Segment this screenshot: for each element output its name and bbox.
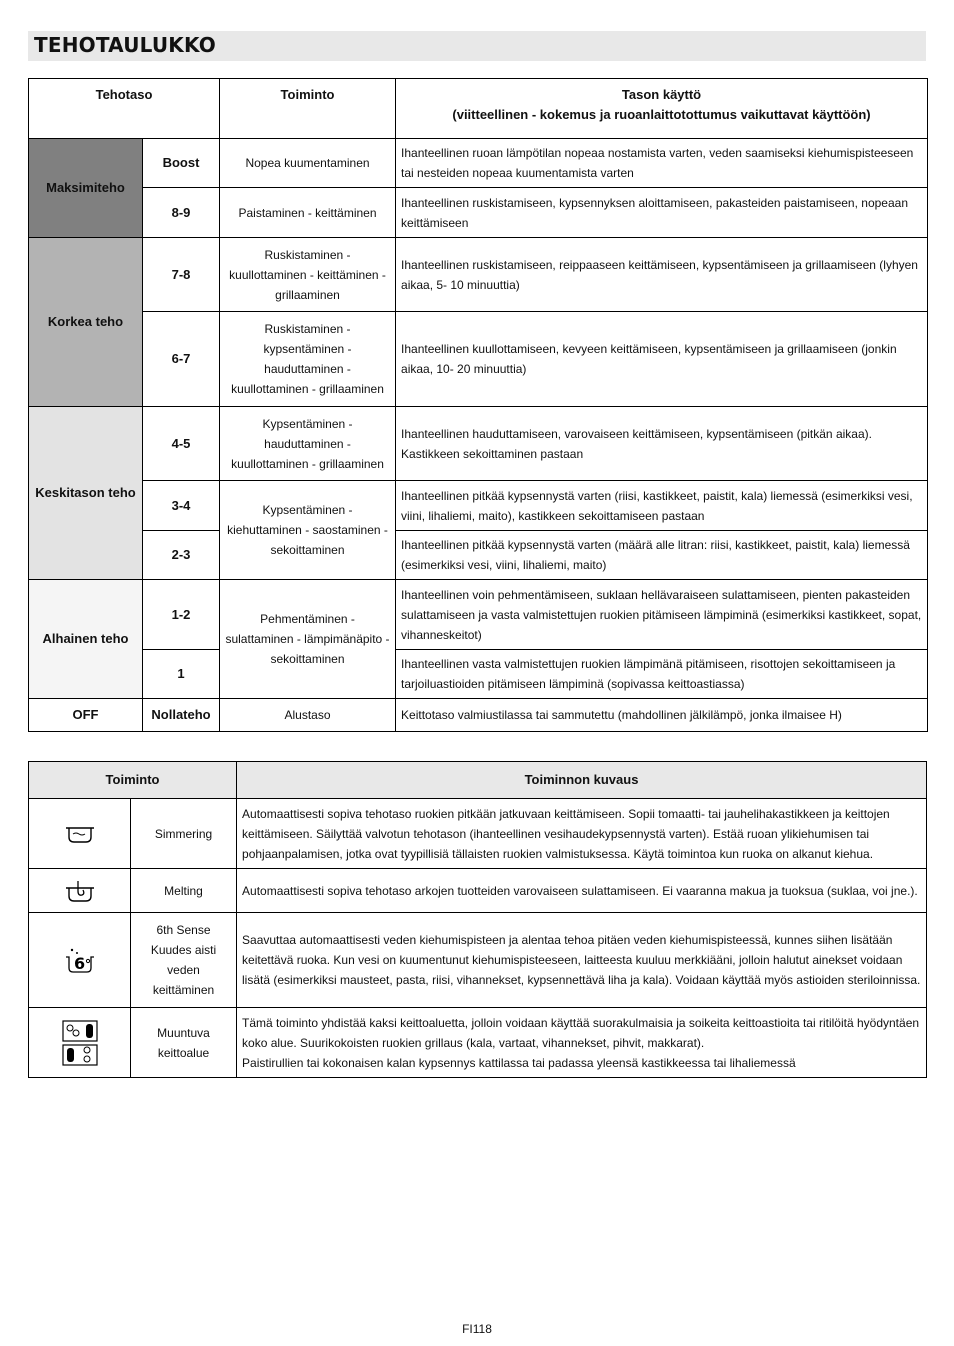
function-cell: Pehmentäminen - sulattaminen - lämpimänäpito - sekoittaminen	[220, 580, 396, 699]
table-row	[29, 580, 928, 650]
setting-cell: 1	[143, 650, 220, 699]
setting-cell: Boost	[143, 139, 220, 188]
icon-cell	[29, 869, 131, 913]
level-group-medium: Keskitason teho	[29, 407, 143, 580]
setting-cell: 3-4	[143, 481, 220, 531]
usage-cell: Ihanteellinen pitkää kypsennystä varten (riisi, kastikkeet, paistit, kala) liemessä (esimerkiksi vesi, viini, lihaliemi, maito), kastikkeen sekoittamiseen pastaan	[396, 481, 928, 531]
function-name-line: Kuudes aisti	[150, 943, 217, 957]
table-row	[29, 238, 928, 312]
table-row	[29, 481, 928, 531]
header-function: Toiminto	[29, 762, 237, 799]
usage-cell: Ihanteellinen kuullottamiseen, kevyeen keittämiseen, kypsentämiseen ja grillaamiseen (jonkin aikaa, 10- 20 minuuttia)	[396, 312, 928, 407]
table-row	[29, 531, 928, 580]
table-row	[29, 312, 928, 407]
page-title: TEHOTAULUKKO	[34, 33, 217, 57]
setting-cell: 6-7	[143, 312, 220, 407]
usage-cell: Ihanteellinen ruoan lämpötilan nopeaa nostamista varten, veden saamiseksi kiehumispisteeseen tai nesteiden nopeaa kuumentamista varten	[396, 139, 928, 188]
table-row	[29, 188, 928, 238]
function-cell: Kypsentäminen - hauduttaminen - kuullottaminen - grillaaminen	[220, 407, 396, 481]
function-name-line: keittoalue	[157, 1045, 210, 1060]
setting-cell: 1-2	[143, 580, 220, 650]
usage-cell: Ihanteellinen vasta valmistettujen ruokien lämpimänä pitämiseen, risottojen sekoittamiseen ja tarjoiluastioiden pitämiseen lämpiminä (sopivassa keittoastiassa)	[396, 650, 928, 699]
usage-cell: Ihanteellinen ruskistamiseen, reippaaseen keittämiseen, kypsentämiseen ja grillaamiseen (lyhyen aikaa, 5- 10 minuuttia)	[396, 238, 928, 312]
header-level: Tehotaso	[29, 79, 220, 139]
icon-cell	[29, 799, 131, 869]
table-row	[29, 913, 927, 1008]
table-row	[29, 699, 928, 732]
setting-cell: 2-3	[143, 531, 220, 580]
table-row	[29, 650, 928, 699]
header-usage-note: (viitteellinen - kokemus ja ruoanlaittotottumus vaikuttavat käyttöön)	[452, 107, 871, 122]
setting-cell: 7-8	[143, 238, 220, 312]
icon-cell	[29, 913, 131, 1008]
table-row	[29, 139, 928, 188]
function-description	[237, 1008, 927, 1078]
function-name	[131, 913, 237, 1008]
level-group-high: Korkea teho	[29, 238, 143, 407]
sixth-sense-boil-icon	[63, 946, 97, 974]
setting-cell: 4-5	[143, 407, 220, 481]
melting-pot-icon	[64, 879, 96, 903]
usage-cell: Ihanteellinen voin pehmentämiseen, suklaan hellävaraiseen sulattamiseen, pienten pakasteiden sulattamiseen ja vasta valmistettujen ruokien pitämiseen lämpiminä (esimerkiksi kastikkeet, sopat, vihanneskeitot)	[396, 580, 928, 650]
level-group-low: Alhainen teho	[29, 580, 143, 699]
function-cell: Ruskistaminen - kypsentäminen - hauduttaminen - kuullottaminen - grillaaminen	[220, 312, 396, 407]
setting-cell: 8-9	[143, 188, 220, 238]
function-table	[28, 761, 927, 1078]
simmering-pot-icon	[64, 823, 96, 845]
usage-cell: Keittotaso valmiustilassa tai sammutettu (mahdollinen jälkilämpö, jonka ilmaisee H)	[396, 699, 928, 732]
function-table-header	[29, 762, 927, 799]
function-cell: Nopea kuumentaminen	[220, 139, 396, 188]
function-description: Automaattisesti sopiva tehotaso arkojen tuotteiden varovaiseen sulattamiseen. Ei vaaranna makua ja tuoksua (suklaa, voi jne.).	[237, 869, 927, 913]
usage-cell: Ihanteellinen pitkää kypsennystä varten (määrä alle litran: riisi, kastikkeet, paistit, kala) liemessä (esimerkiksi vesi, viini, lihaliemi, maito)	[396, 531, 928, 580]
level-group-off: OFF	[29, 699, 143, 732]
header-usage-title: Tason käyttö	[621, 87, 702, 102]
usage-cell: Ihanteellinen ruskistamiseen, kypsennyksen aloittamiseen, pakasteiden paistamiseen, nopeaan keittämiseen	[396, 188, 928, 238]
function-description: Saavuttaa automaattisesti veden kiehumispisteen ja alentaa tehoa pitäen veden kiehumispisteessä, kunnes siihen lisätään keitettävä ruoka. Kun vesi on kuumentunut kiehumispisteeseen, laitteesta kuuluu merkkiääni, jolloin halutut ainekset voidaan lisätä (esimerkiksi mausteet, pasta, riisi, vihannekset, kypsennettävä liha ja kala). Voidaan käyttää myös astioiden steriloinnissa.	[237, 913, 927, 1008]
header-description: Toiminnon kuvaus	[237, 762, 927, 799]
level-group-max: Maksimiteho	[29, 139, 143, 238]
table-row	[29, 869, 927, 913]
function-cell: Paistaminen - keittäminen	[220, 188, 396, 238]
usage-cell: Ihanteellinen hauduttamiseen, varovaiseen keittämiseen, kypsentämiseen (pitkän aikaa). Kastikkeen sekoittaminen pastaan	[396, 407, 928, 481]
svg-text:6: 6	[73, 954, 85, 973]
icon-cell	[29, 1008, 131, 1078]
function-cell: Ruskistaminen - kuullottaminen - keittäminen - grillaaminen	[220, 238, 396, 312]
title-bar	[28, 31, 926, 61]
function-cell: Alustaso	[220, 699, 396, 732]
description-line: Paistirullien tai kokonaisen kalan kypsennys kattilassa tai padassa yleensä kastikkeessa tai lihaliemessä	[242, 1055, 796, 1070]
function-name-line: 6th Sense	[156, 923, 211, 937]
setting-cell: Nollateho	[143, 699, 220, 732]
function-cell: Kypsentäminen - kiehuttaminen - saostaminen - sekoittaminen	[220, 481, 396, 580]
header-usage	[396, 79, 928, 139]
page-number: FI118	[462, 1322, 492, 1336]
function-name-line: veden	[167, 963, 200, 977]
function-name: Melting	[131, 869, 237, 913]
function-description: Automaattisesti sopiva tehotaso ruokien pitkään jatkuvaan keittämiseen. Sopii tomaatti- tai jauhelihakastikkeen ja keittojen keittämiseen. Säilyttää valvotun tehotason (ihanteellinen vesihaudekypsennystä varten). Estää ruoan ylikiehumisen tai pohjaanpalamisen, jotka ovat tyypillisiä tällaisten ruokien valmistuksessa. Käytä toimintoa kun ruoka on alkanut kiehua.	[237, 799, 927, 869]
table-row	[29, 799, 927, 869]
function-name	[131, 1008, 237, 1078]
function-name: Simmering	[131, 799, 237, 869]
power-table	[28, 78, 928, 732]
header-function: Toiminto	[220, 79, 396, 139]
description-line: Tämä toiminto yhdistää kaksi keittoaluetta, jolloin voidaan käyttää suorakulmaisia ja soikeita keittoastioita tai ritilöitä hyödyntäen koko alue. Suurikokoisten ruokien grillaus (kala, vartaat, vihannekset, pihvit, makkarat).	[242, 1015, 920, 1050]
function-name-line: keittäminen	[152, 983, 215, 997]
function-name-line: Muuntuva	[157, 1025, 210, 1040]
flexible-zone-icon	[62, 1019, 98, 1067]
table-row	[29, 407, 928, 481]
power-table-header	[29, 79, 928, 139]
table-row	[29, 1008, 927, 1078]
